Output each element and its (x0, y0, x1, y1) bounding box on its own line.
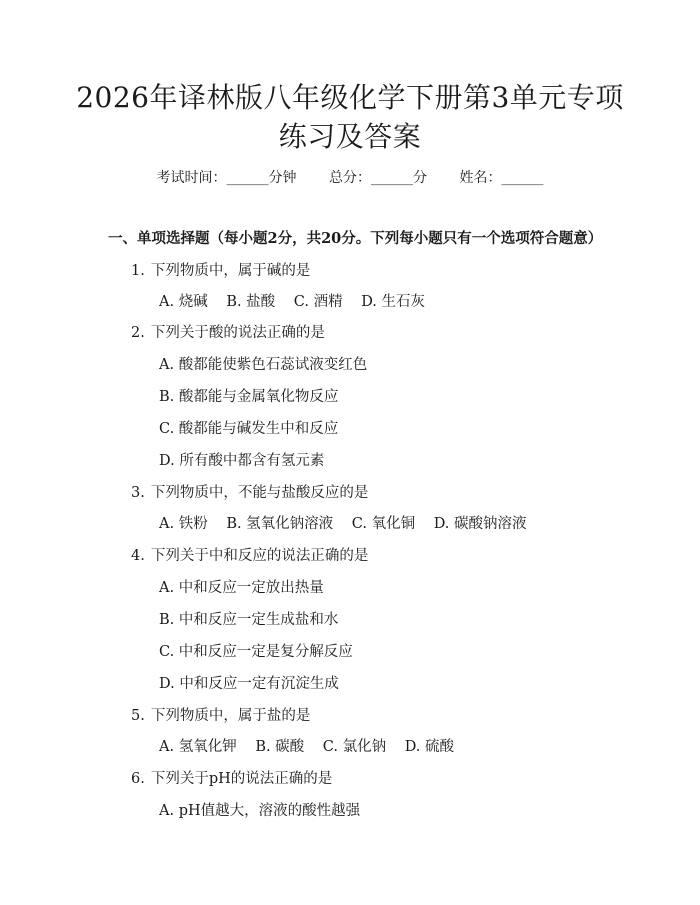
option: C. 酒精 (293, 294, 343, 310)
exam-time-blank: ______ (226, 170, 269, 186)
option: C. 酸都能与碱发生中和反应 (159, 421, 339, 437)
question-number: 3. (131, 485, 145, 501)
option: A. pH值越大，溶液的酸性越强 (159, 803, 361, 819)
question-number: 6. (131, 771, 145, 787)
option: D. 碳酸钠溶液 (433, 516, 527, 532)
option: B. 中和反应一定生成盐和水 (159, 612, 339, 628)
exam-time-field (157, 170, 297, 186)
total-score-field (329, 170, 427, 186)
total-score-unit: 分 (413, 170, 427, 186)
option: D. 硫酸 (404, 739, 455, 755)
question-item (131, 261, 310, 281)
option: B. 酸都能与金属氧化物反应 (159, 389, 339, 405)
question-text: 下列关于pH的说法正确的是 (150, 771, 333, 787)
question-number: 5. (131, 708, 145, 724)
option: C. 中和反应一定是复分解反应 (159, 644, 353, 660)
option: D. 中和反应一定有沉淀生成 (159, 676, 339, 692)
question-text: 下列关于酸的说法正确的是 (150, 325, 325, 341)
question-text: 下列关于中和反应的说法正确的是 (150, 548, 369, 564)
student-name-label: 姓名： (459, 170, 502, 186)
options-row (159, 292, 439, 312)
exam-meta-line (0, 168, 700, 188)
question-number: 2. (131, 325, 145, 341)
option: B. 氢氧化钠溶液 (226, 516, 334, 532)
question-item (131, 769, 332, 789)
question-item (131, 483, 368, 503)
question-text: 下列物质中，属于盐的是 (150, 708, 311, 724)
option: A. 酸都能使紫色石蕊试液变红色 (159, 357, 368, 373)
exam-time-unit: 分钟 (268, 170, 297, 186)
question-item (131, 323, 325, 343)
option: B. 碳酸 (255, 739, 305, 755)
option: A. 烧碱 (159, 294, 208, 310)
page-title-line-1: 2026年译林版八年级化学下册第3单元专项 (76, 81, 624, 114)
exam-time-label: 考试时间： (156, 170, 227, 186)
option: A. 铁粉 (159, 516, 208, 532)
option: D. 所有酸中都含有氢元素 (159, 453, 325, 469)
total-score-label: 总分： (329, 170, 371, 186)
option: A. 氢氧化钾 (159, 739, 237, 755)
option: B. 盐酸 (226, 294, 276, 310)
question-number: 1. (131, 263, 145, 279)
option: A. 中和反应一定放出热量 (159, 580, 324, 596)
question-item (131, 706, 310, 726)
student-name-field (459, 170, 543, 186)
question-text: 下列物质中，属于碱的是 (150, 263, 311, 279)
option: D. 生石灰 (361, 294, 426, 310)
question-number: 4. (131, 548, 145, 564)
section-heading: 一、单项选择题（每小题2分，共20分。下列每小题只有一个选项符合题意） (108, 230, 603, 247)
page-title-line-2: 练习及答案 (278, 120, 422, 153)
student-name-blank: ______ (501, 170, 544, 186)
options-row (159, 514, 541, 534)
options-row (159, 737, 468, 757)
total-score-blank: ______ (371, 170, 413, 186)
option: C. 氧化铜 (351, 516, 416, 532)
option: C. 氯化钠 (322, 739, 387, 755)
question-text: 下列物质中，不能与盐酸反应的是 (150, 485, 369, 501)
question-item (131, 546, 368, 566)
